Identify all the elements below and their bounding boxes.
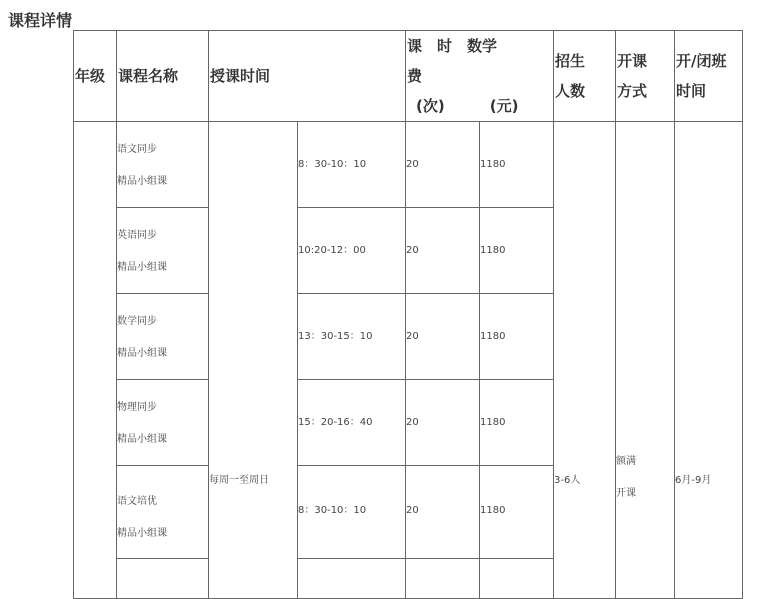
fee-cell: 1180 [480,466,554,559]
fee-cell: 1180 [480,122,554,208]
header-sessions-fee [406,31,554,122]
table-row [74,122,743,208]
course-name-cell: 英语同步 精品小组课 [117,208,209,294]
header-schedule: 授课时间 [209,31,406,122]
header-sessions-fee-line1: 课 时 数学 费 [407,37,543,85]
header-course-name: 课程名称 [117,31,209,122]
time-cell: 13：30-15：10 [298,294,406,380]
page-title: 课程详情 [8,11,73,30]
header-open-close: 开/闭班 时间 [675,31,743,122]
enrollment-cell: 3-6人 [554,122,616,599]
period-cell: 6月-9月 [675,122,743,599]
fee-cell [480,559,554,599]
time-cell: 8：30-10：10 [298,122,406,208]
course-name-cell: 数学同步 精品小组课 [117,294,209,380]
course-name-cell: 语文同步 精品小组课 [117,122,209,208]
time-cell: 8：30-10：10 [298,466,406,559]
fee-cell: 1180 [480,208,554,294]
header-enrollment: 招生 人数 [554,31,616,122]
sessions-cell: 20 [406,208,480,294]
course-name-cell: 语文培优 精品小组课 [117,466,209,559]
header-sessions-fee-line2: (次) (元) [416,97,519,115]
header-mode: 开课 方式 [616,31,675,122]
sessions-cell [406,559,480,599]
time-cell: 15：20-16：40 [298,380,406,466]
fee-cell: 1180 [480,294,554,380]
weekday-cell: 每周一至周日 [209,122,298,599]
sessions-cell: 20 [406,380,480,466]
header-grade: 年级 [74,31,117,122]
time-cell: 10:20-12：00 [298,208,406,294]
header-row [74,31,743,122]
course-name-cell [117,559,209,599]
time-cell [298,559,406,599]
sessions-cell: 20 [406,122,480,208]
course-table [73,30,743,599]
grade-cell [74,122,117,599]
sessions-cell: 20 [406,466,480,559]
fee-cell: 1180 [480,380,554,466]
course-name-cell: 物理同步 精品小组课 [117,380,209,466]
sessions-cell: 20 [406,294,480,380]
mode-cell: 额满 开课 [616,122,675,599]
